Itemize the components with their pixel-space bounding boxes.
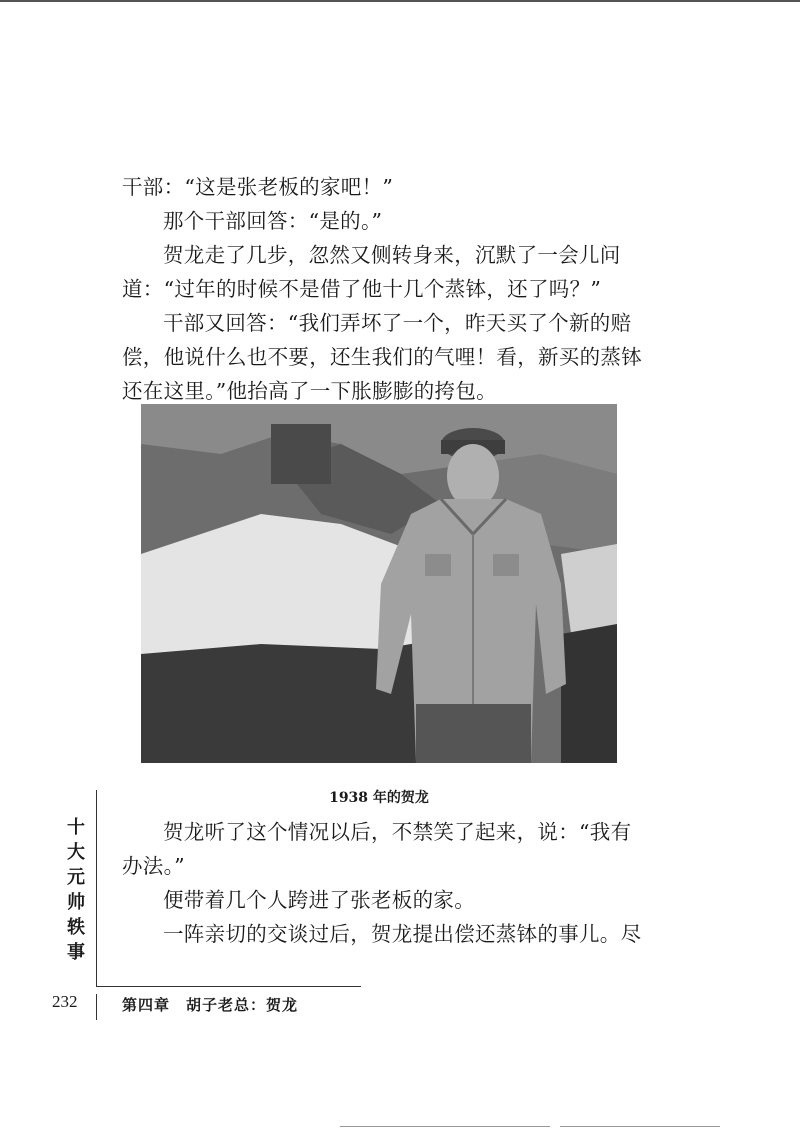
book-title-char: 大 <box>67 842 85 863</box>
paragraph-1: 干部：“这是张老板的家吧！” <box>122 175 394 199</box>
paragraph-2: 那个干部回答：“是的。” <box>163 209 383 233</box>
footer-vertical-rule <box>96 994 97 1020</box>
paragraph-7: 一阵亲切的交谈过后，贺龙提出偿还蒸钵的事儿。尽 <box>163 922 642 946</box>
footer-rule <box>96 986 361 987</box>
paragraph-5: 贺龙听了这个情况以后，不禁笑了起来，说：“我有办法。” <box>122 820 632 878</box>
paragraph-6: 便带着几个人跨进了张老板的家。 <box>163 888 475 912</box>
book-title-char: 十 <box>67 817 85 838</box>
book-title-char: 帅 <box>67 892 85 913</box>
paragraph-3: 贺龙走了几步，忽然又侧转身来，沉默了一会儿问道：“过年的时候不是借了他十几个蒸钵，还了吗？” <box>122 243 621 301</box>
book-title-char: 元 <box>67 867 85 888</box>
scan-artifact-line <box>340 1126 550 1127</box>
book-title-char: 轶 <box>67 917 85 938</box>
page-number: 232 <box>52 992 78 1011</box>
running-head: 第四章 胡子老总：贺龙 <box>122 996 299 1014</box>
photo-caption: 1938 年的贺龙 <box>329 790 429 806</box>
historical-photo <box>141 404 617 763</box>
paragraph-4: 干部又回答：“我们弄坏了一个，昨天买了个新的赔偿，他说什么也不要，还生我们的气哩！看，新买的蒸钵还在这里。”他抬高了一下胀膨膨的挎包。 <box>122 311 642 403</box>
scan-artifact-line <box>560 1126 720 1127</box>
top-border <box>0 0 800 2</box>
book-title-char: 事 <box>67 942 85 963</box>
book-title-vertical <box>64 815 88 965</box>
margin-vertical-rule <box>96 790 97 986</box>
